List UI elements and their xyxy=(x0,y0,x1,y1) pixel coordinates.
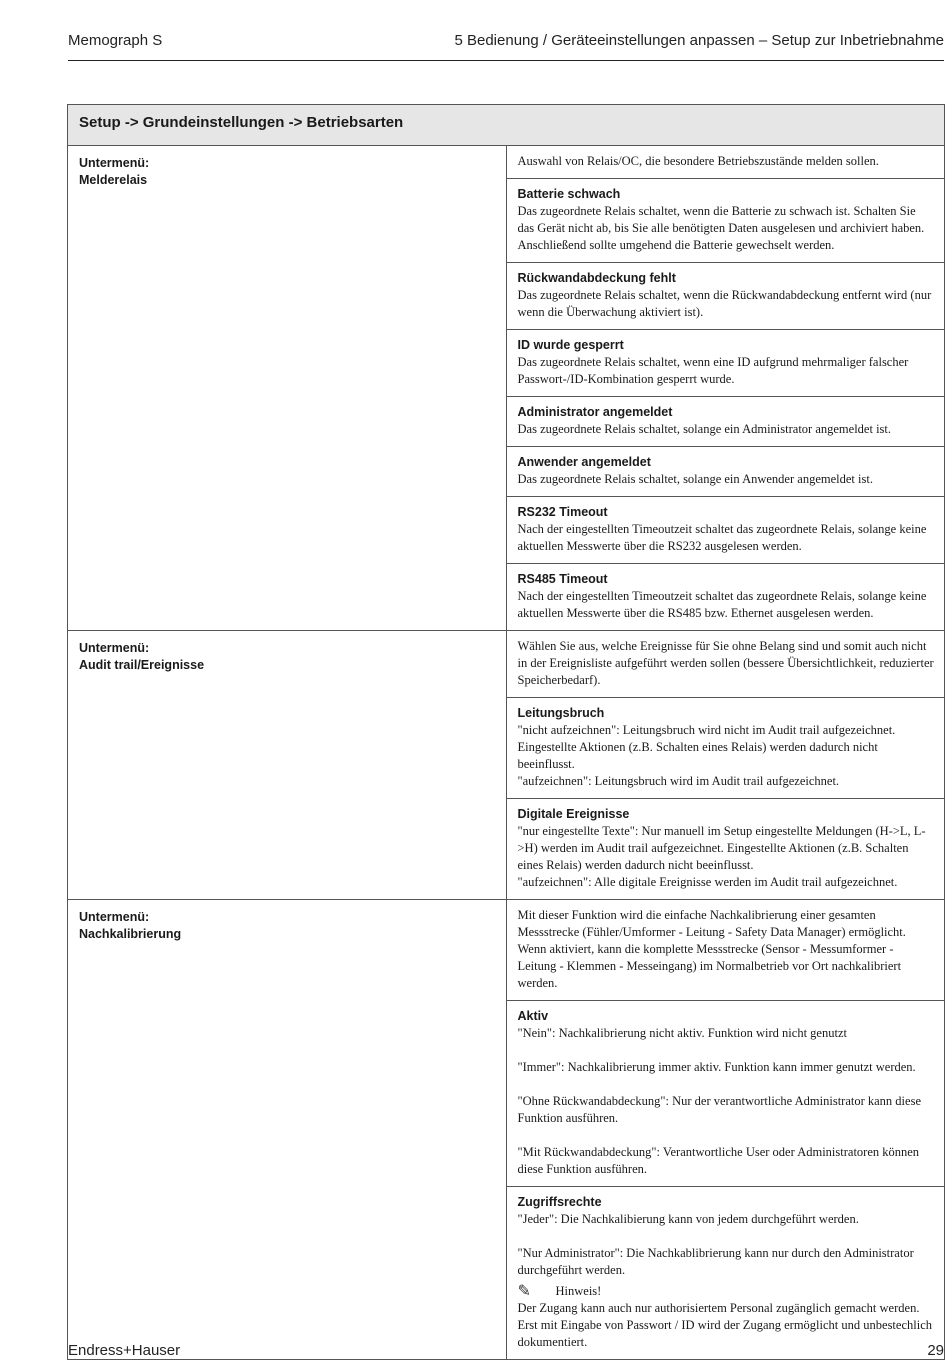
option-title: Aktiv xyxy=(517,1009,549,1023)
option-title: Digitale Ereignisse xyxy=(517,807,630,821)
submenu-prefix: Untermenü: xyxy=(79,910,150,924)
settings-table xyxy=(67,104,945,1360)
option-text: Das zugeordnete Relais schaltet, wenn die Batterie zu schwach ist. Schalten Sie das Gerät nicht ab, bis Sie alle benötigten Daten ausgelesen und archiviert haben. Anschließend sollte umgehend die Batterie gewechselt werden. xyxy=(517,204,925,252)
submenu-prefix: Untermenü: xyxy=(79,156,150,170)
option-title: Zugriffsrechte xyxy=(517,1195,602,1209)
option-cell xyxy=(506,497,945,564)
spacer xyxy=(518,1042,935,1059)
section-intro: Mit dieser Funktion wird die einfache Nachkalibrierung einer gesamten Messstrecke (Fühler/Umformer - Leitung - Safety Data Manager) ermöglicht. Wenn aktiviert, kann die komplette Messstrecke (Sensor - Messumformer - Leitung - Klemmen - Messeingang) im Normalbetrieb vor Ort nachkalibriert werden. xyxy=(506,900,945,1001)
table-title-row xyxy=(68,105,945,146)
option-title: Batterie schwach xyxy=(517,187,621,201)
option-cell xyxy=(506,698,945,799)
option-text: "Immer": Nachkalibrierung immer aktiv. Funktion kann immer genutzt werden. xyxy=(517,1060,916,1074)
option-title: ID wurde gesperrt xyxy=(517,338,624,352)
option-title: Administrator angemeldet xyxy=(517,405,673,419)
option-title: RS232 Timeout xyxy=(517,505,608,519)
option-text: "Mit Rückwandabdeckung": Verantwortliche User oder Administratoren können diese Funktion ausführen. xyxy=(517,1145,920,1176)
brand-footer: Endress+Hauser xyxy=(68,1342,181,1359)
section-intro: Auswahl von Relais/OC, die besondere Betriebszustände melden sollen. xyxy=(506,146,945,179)
option-text: Das zugeordnete Relais schaltet, solange ein Administrator angemeldet ist. xyxy=(517,422,892,436)
option-text: Das zugeordnete Relais schaltet, wenn die Rückwandabdeckung entfernt wird (nur wenn die Überwachung aktiviert ist). xyxy=(517,288,932,319)
submenu-label-audit-trail xyxy=(68,631,507,900)
submenu-name: Nachkalibrierung xyxy=(79,927,182,941)
note-heading xyxy=(518,1283,935,1300)
submenu-name: Melderelais xyxy=(79,173,148,187)
option-text: Nach der eingestellten Timeoutzeit schaltet das zugeordnete Relais, solange keine aktuellen Messwerte über die RS232 ausgelesen werden. xyxy=(517,522,927,553)
document-title: Memograph S xyxy=(68,32,163,49)
spacer xyxy=(518,1228,935,1245)
option-text: "aufzeichnen": Leitungsbruch wird im Audit trail aufgezeichnet. xyxy=(517,774,840,788)
note-label: Hinweis! xyxy=(555,1284,602,1298)
page-number: 29 xyxy=(927,1342,944,1359)
table-row xyxy=(68,631,945,698)
option-cell xyxy=(506,263,945,330)
note-text: Der Zugang kann auch nur authorisiertem Personal zugänglich gemacht werden. Erst mit Eingabe von Passwort / ID wird der Zugang ermöglicht und unbestechlich dokumentiert. xyxy=(517,1301,932,1349)
option-text: "Nein": Nachkalibrierung nicht aktiv. Funktion wird nicht genutzt xyxy=(517,1026,847,1040)
option-text: "Ohne Rückwandabdeckung": Nur der verantwortliche Administrator kann diese Funktion ausführen. xyxy=(517,1094,921,1125)
option-text: "nur eingestellte Texte": Nur manuell im Setup eingestellte Meldungen (H->L, L->H) werden im Audit trail aufgezeichnet. Eingestellte Aktionen (z.B. Schalten eines Relais) werden dadurch nicht beeinflusst. xyxy=(517,824,926,872)
page-header xyxy=(68,32,944,61)
option-title: Anwender angemeldet xyxy=(517,455,651,469)
table-row xyxy=(68,900,945,1001)
option-cell xyxy=(506,447,945,497)
option-cell xyxy=(506,330,945,397)
option-text: Das zugeordnete Relais schaltet, solange ein Anwender angemeldet ist. xyxy=(517,472,873,486)
option-cell xyxy=(506,397,945,447)
option-text: Das zugeordnete Relais schaltet, wenn eine ID aufgrund mehrmaliger falscher Passwort-/ID-Kombination gesperrt wurde. xyxy=(517,355,909,386)
table-title: Setup -> Grundeinstellungen -> Betriebsarten xyxy=(68,105,945,146)
option-cell xyxy=(506,799,945,900)
spacer xyxy=(518,1076,935,1093)
pencil-icon: ✎ xyxy=(517,1283,531,1300)
section-intro: Wählen Sie aus, welche Ereignisse für Sie ohne Belang sind und somit auch nicht in der Ereignisliste aufgeführt werden sollen (bessere Übersichtlichkeit, reduzierter Speicherbedarf). xyxy=(506,631,945,698)
option-text: "aufzeichnen": Alle digitale Ereignisse werden im Audit trail aufgezeichnet. xyxy=(517,875,898,889)
option-text: Nach der eingestellten Timeoutzeit schaltet das zugeordnete Relais, solange keine aktuellen Messwerte über die RS485 bzw. Ethernet ausgelesen werden. xyxy=(517,589,927,620)
option-title: RS485 Timeout xyxy=(517,572,608,586)
option-text: "Jeder": Die Nachkalibierung kann von jedem durchgeführt werden. xyxy=(517,1212,859,1226)
option-cell-zugriff xyxy=(506,1187,945,1360)
option-cell xyxy=(506,564,945,631)
submenu-prefix: Untermenü: xyxy=(79,641,150,655)
option-title: Leitungsbruch xyxy=(517,706,605,720)
submenu-label-melderelais xyxy=(68,146,507,631)
submenu-name: Audit trail/Ereignisse xyxy=(79,658,205,672)
option-title: Rückwandabdeckung fehlt xyxy=(517,271,676,285)
option-text: "nicht aufzeichnen": Leitungsbruch wird nicht im Audit trail aufgezeichnet. Eingestellte Aktionen (z.B. Schalten eines Relais) werden dadurch nicht beeinflusst. xyxy=(517,723,896,771)
option-cell xyxy=(506,179,945,263)
submenu-label-nachkalibrierung xyxy=(68,900,507,1360)
chapter-title: 5 Bedienung / Geräteeinstellungen anpassen – Setup zur Inbetriebnahme xyxy=(454,32,944,49)
option-cell-aktiv xyxy=(506,1001,945,1187)
table-row xyxy=(68,146,945,179)
option-text: "Nur Administrator": Die Nachkablibrierung kann nur durch den Administrator durchgeführt werden. xyxy=(517,1246,914,1277)
spacer xyxy=(518,1127,935,1144)
